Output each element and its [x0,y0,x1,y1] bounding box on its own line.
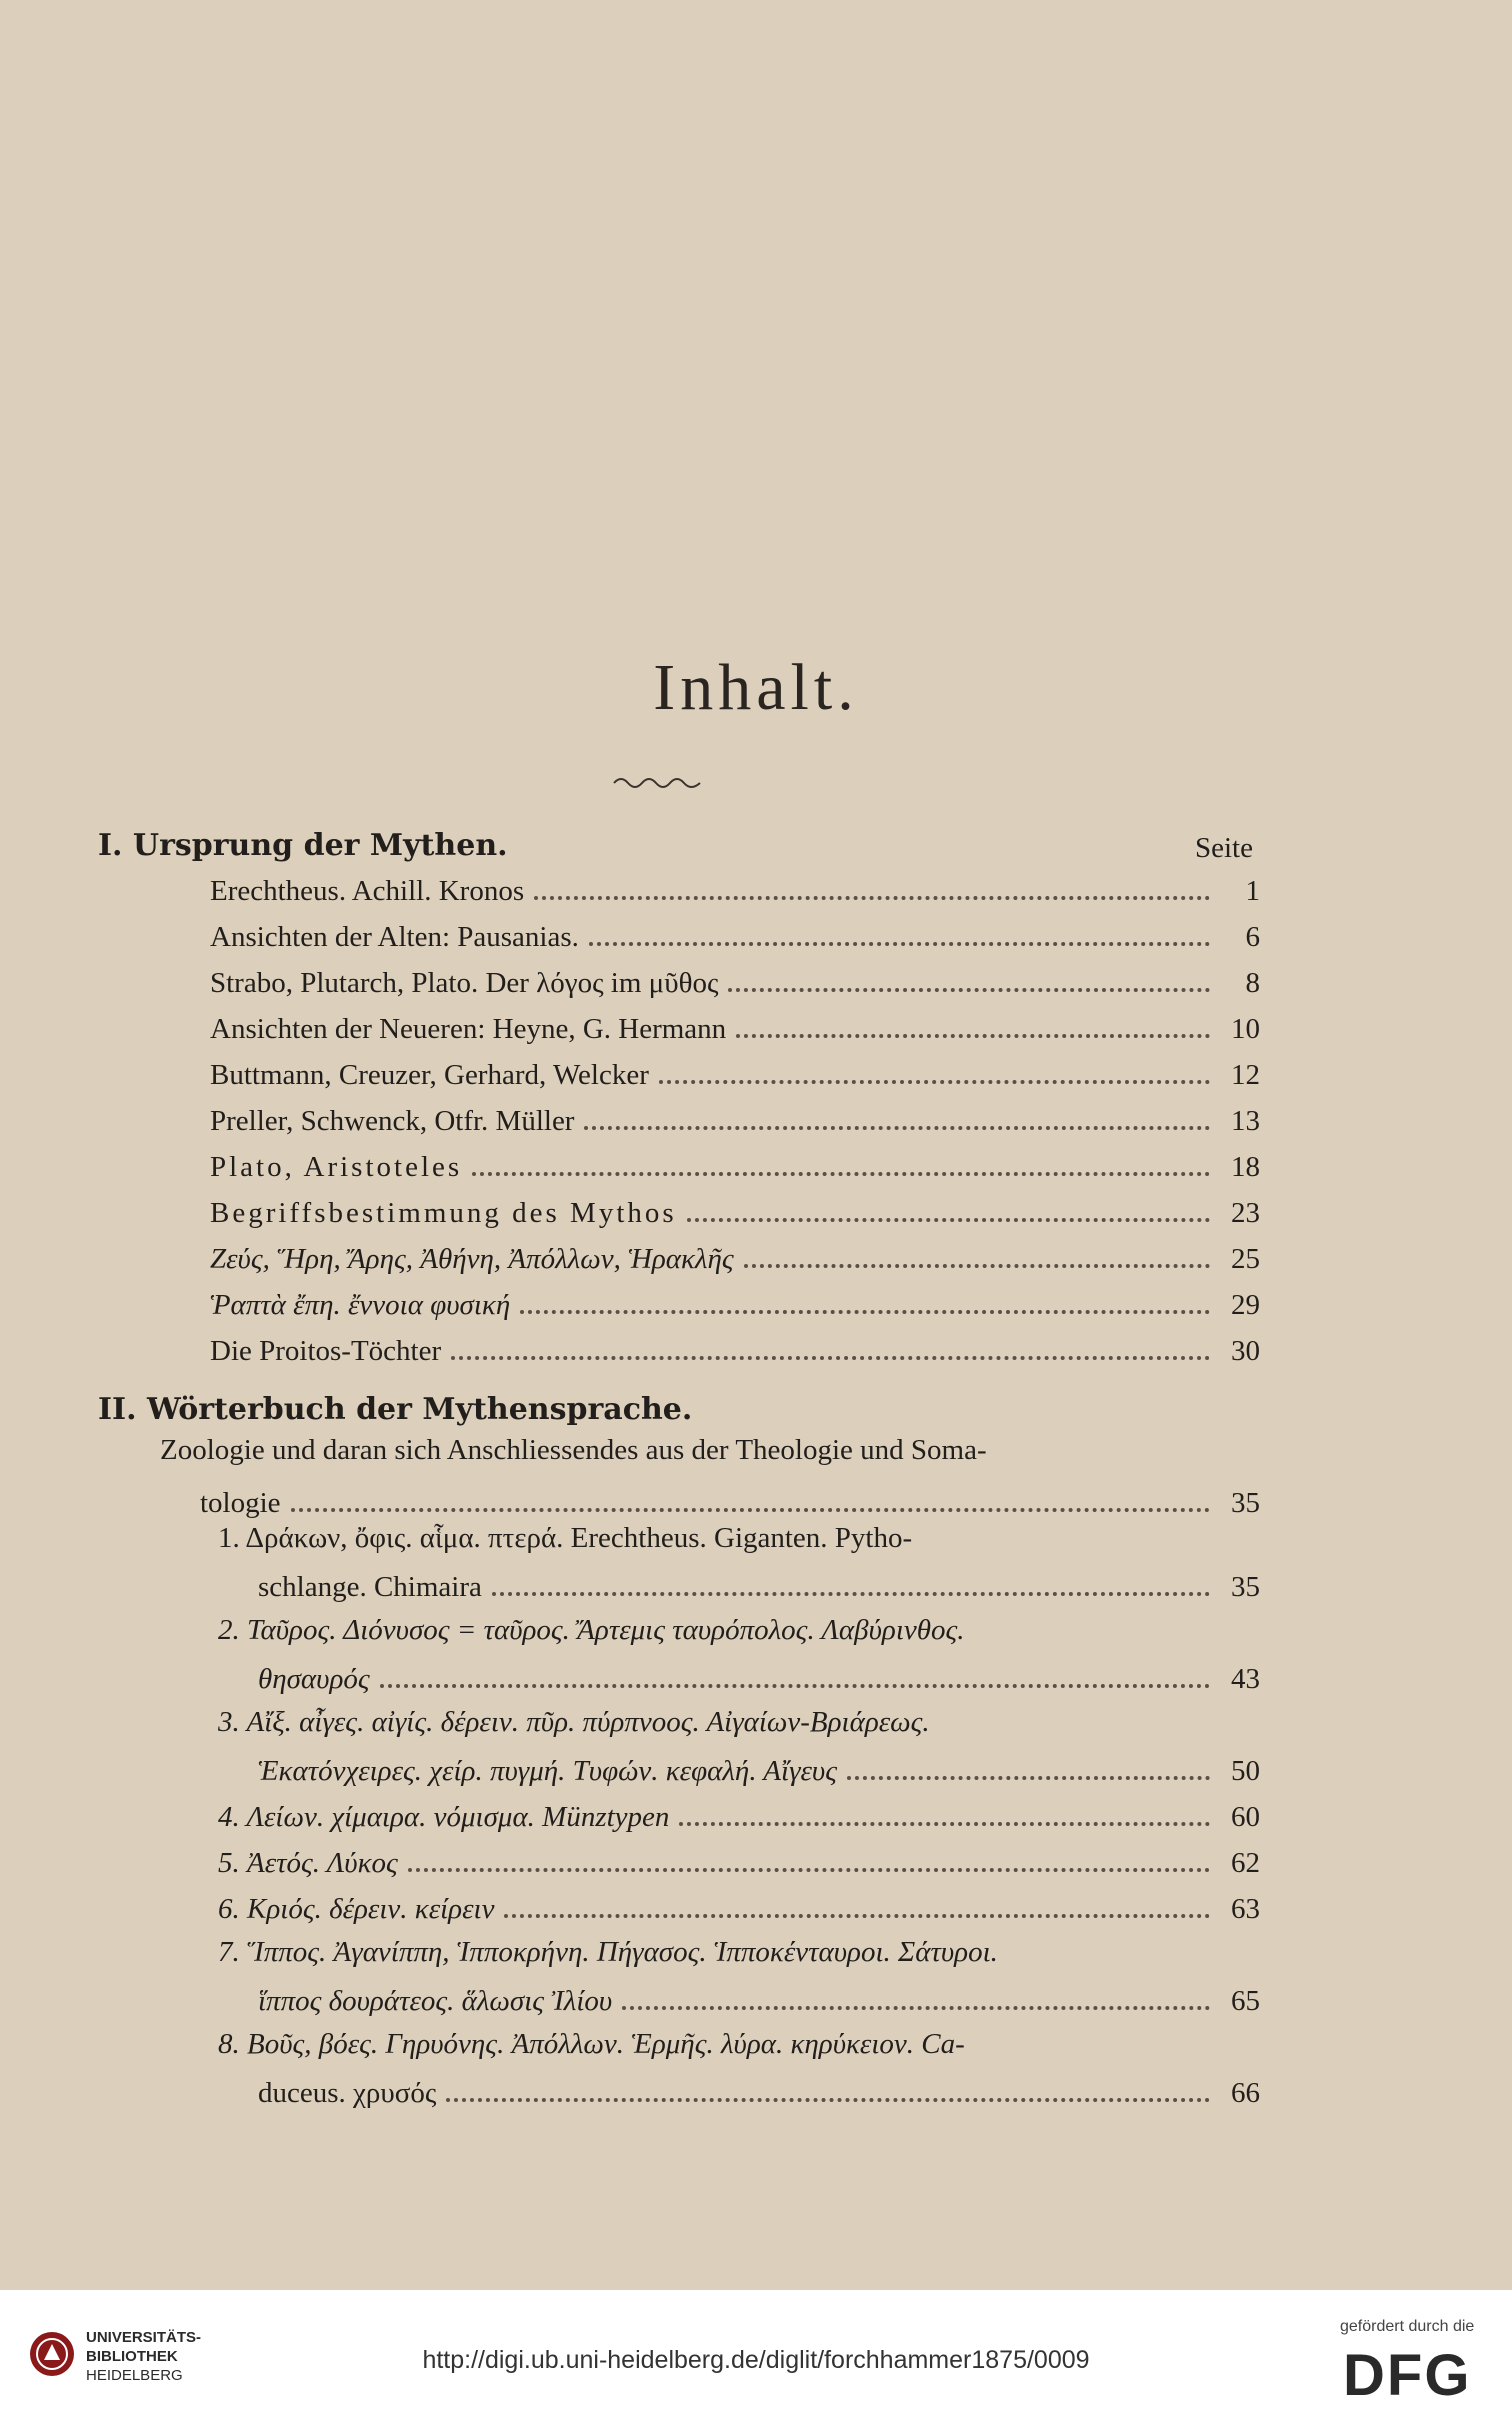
toc-entry-page: 10 [1231,1013,1260,1045]
toc-entry-label: Preller, Schwenck, Otfr. Müller [210,1105,575,1137]
dot-leader [622,2006,1210,2010]
section-heading-1: I. Ursprung der Mythen. [98,828,508,863]
toc-entry[interactable] [210,1278,1260,1322]
toc-entry-page: 66 [1231,2077,1260,2109]
toc-item-line1: 3. Αἴξ. αἶγες. αἰγίς. δέρειν. πῦρ. πύρπνοος. Αἰγαίων-Βριάρεως. [218,1706,930,1738]
section2-intro-line1: Zoologie und daran sich Anschliessendes aus der Theologie und Soma- [160,1434,987,1466]
toc-entry[interactable] [258,1974,1260,2018]
dot-leader [520,1310,1210,1314]
toc-entry-label: Die Proitos-Töchter [210,1335,442,1367]
toc-entry-page: 62 [1231,1847,1260,1879]
toc-entry-label: 6. Κριός. δέρειν. κείρειν [218,1893,495,1925]
viewer-footer [0,2290,1512,2430]
toc-entry-page: 18 [1231,1151,1260,1183]
toc-item-line1: 2. Ταῦρος. Διόνυσος = ταῦρος. Ἄρτεμις ταυρόπολος. Λαβύρινθος. [218,1614,965,1646]
toc-entry-label: Ansichten der Neueren: Heyne, G. Hermann [210,1013,727,1045]
toc-entry[interactable] [210,956,1260,1000]
toc-entry[interactable] [210,1186,1260,1230]
toc-entry[interactable] [210,910,1260,954]
toc-item-line1: 7. Ἵππος. Ἀγανίππη, Ἱπποκρήνη. Πήγασος. Ἱπποκένταυροι. Σάτυροι. [218,1936,998,1968]
toc-entry-page: 50 [1231,1755,1260,1787]
dot-leader [446,2098,1210,2102]
toc-entry[interactable] [258,1744,1260,1788]
toc-entry-label: Strabo, Plutarch, Plato. Der λόγος im μῦθος [210,967,719,999]
dot-leader [504,1914,1210,1918]
title-ornament-icon [612,775,702,791]
toc-entry-page: 23 [1231,1197,1260,1229]
toc-entry-label: Ζεύς, Ἥρη, Ἄρης, Ἀθήνη, Ἀπόλλων, Ἡρακλῆς [210,1243,734,1275]
dot-leader [472,1172,1210,1176]
dot-leader [584,1126,1210,1130]
section-heading-2: II. Wörterbuch der Mythensprache. [98,1392,693,1427]
dot-leader [687,1218,1210,1222]
toc-entry[interactable] [210,1094,1260,1138]
dot-leader [589,942,1210,946]
toc-entry[interactable] [258,2066,1260,2110]
library-name-line3: HEIDELBERG [86,2367,183,2384]
toc-entry-label: Ἑκατόνχειρες. χείρ. πυγμή. Τυφών. κεφαλή. Αἴγευς [258,1755,837,1787]
dot-leader [534,896,1210,900]
toc-entry-label: θησαυρός [258,1663,370,1695]
dot-leader [679,1822,1210,1826]
dot-leader [847,1776,1210,1780]
toc-entry-label: Erechtheus. Achill. Kronos [210,875,525,907]
toc-entry-page: 63 [1231,1893,1260,1925]
toc-entry-page: 1 [1245,875,1260,907]
toc-entry-page: 30 [1231,1335,1260,1367]
toc-entry[interactable] [200,1476,1260,1520]
toc-entry[interactable] [210,1140,1260,1184]
dot-leader [659,1080,1210,1084]
toc-entry-label: duceus. χρυσός [258,2077,437,2109]
toc-entry-page: 29 [1231,1289,1260,1321]
toc-entry[interactable] [218,1790,1260,1834]
dot-leader [744,1264,1210,1268]
toc-entry-page: 35 [1231,1487,1260,1519]
toc-entry[interactable] [218,1882,1260,1926]
toc-entry-page: 43 [1231,1663,1260,1695]
toc-entry[interactable] [258,1560,1260,1604]
dot-leader [492,1592,1210,1596]
dot-leader [728,988,1210,992]
toc-entry-label: schlange. Chimaira [258,1571,482,1603]
toc-entry-label: 4. Λείων. χίμαιρα. νόμισμα. Münztypen [218,1801,670,1833]
toc-entry-page: 13 [1231,1105,1260,1137]
dot-leader [291,1508,1210,1512]
dot-leader [451,1356,1210,1360]
toc-entry[interactable] [210,1232,1260,1276]
toc-entry-label: Begriffsbestimmung des Mythos [210,1197,677,1229]
funding-caption: gefördert durch die [1340,2318,1475,2335]
library-name-line2: BIBLIOTHEK [86,2348,178,2365]
toc-entry[interactable] [258,1652,1260,1696]
toc-entry-page: 12 [1231,1059,1260,1091]
toc-entry[interactable] [210,1002,1260,1046]
toc-entry-label: Ansichten der Alten: Pausanias. [210,921,579,953]
toc-entry[interactable] [218,1836,1260,1880]
toc-entry-label: Ῥαπτὰ ἔπη. ἔννοια φυσική [210,1289,511,1321]
toc-entry-page: 35 [1231,1571,1260,1603]
toc-entry-page: 65 [1231,1985,1260,2017]
toc-entry[interactable] [210,1048,1260,1092]
toc-entry-label: ἵππος δουράτεος. ἅλωσις Ἰλίου [258,1985,613,2017]
dot-leader [380,1684,1210,1688]
toc-entry-label: Buttmann, Creuzer, Gerhard, Welcker [210,1059,649,1091]
library-name-line1: UNIVERSITÄTS- [86,2329,202,2346]
toc-item-line1: 8. Βοῦς, βόες. Γηρυόνης. Ἀπόλλων. Ἑρμῆς. λύρα. κηρύκειον. Ca- [218,2028,965,2060]
toc-entry-page: 60 [1231,1801,1260,1833]
dot-leader [408,1868,1210,1872]
permalink-url[interactable]: http://digi.ub.uni-heidelberg.de/diglit/forchhammer1875/0009 [422,2346,1090,2374]
seite-label: Seite [1195,832,1253,864]
dfg-logo: DFG [1343,2343,1472,2408]
toc-item-line1: 1. Δράκων, ὄφις. αἷμα. πτερά. Erechtheus. Giganten. Pytho- [218,1522,913,1554]
toc-entry-page: 6 [1245,921,1260,953]
toc-entry-label: tologie [200,1487,281,1519]
toc-entry-label: 5. Ἀετός. Λύκος [218,1847,398,1879]
toc-entry-label: Plato, Aristoteles [210,1151,463,1183]
page-title: Inhalt. [653,651,859,724]
toc-entry-page: 25 [1231,1243,1260,1275]
toc-entry[interactable] [210,864,1260,908]
toc-entry-page: 8 [1245,967,1260,999]
dot-leader [736,1034,1210,1038]
toc-entry[interactable] [210,1324,1260,1368]
